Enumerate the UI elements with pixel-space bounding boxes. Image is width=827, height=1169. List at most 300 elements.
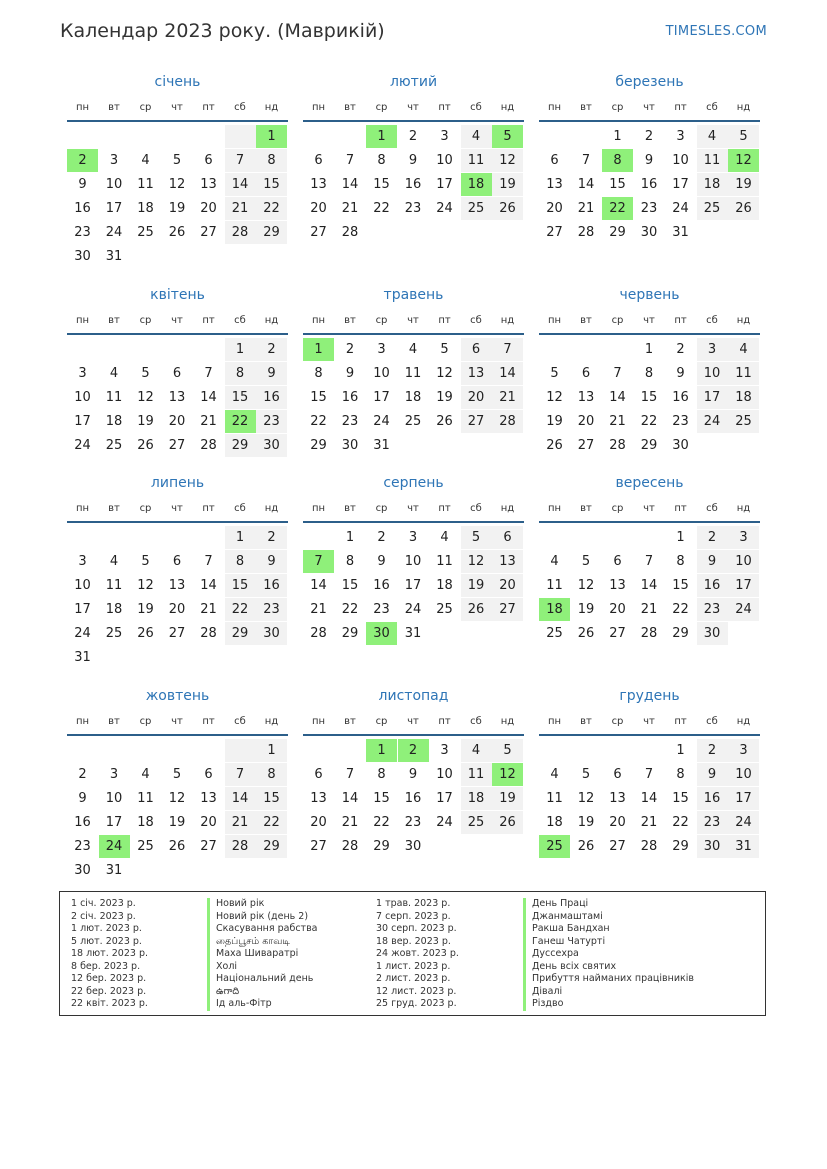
day-cell[interactable]: 23 bbox=[256, 598, 287, 621]
day-cell[interactable]: 22 bbox=[602, 197, 633, 220]
day-cell[interactable]: 26 bbox=[461, 598, 492, 621]
day-cell[interactable]: 28 bbox=[225, 835, 256, 858]
day-cell[interactable]: 14 bbox=[225, 173, 256, 196]
day-cell[interactable]: 8 bbox=[345, 554, 355, 569]
day-cell[interactable]: 31 bbox=[373, 438, 390, 453]
day-cell[interactable]: 27 bbox=[577, 438, 595, 453]
day-cell[interactable]: 28 bbox=[492, 410, 523, 433]
day-cell[interactable]: 7 bbox=[204, 366, 213, 381]
day-cell[interactable]: 27 bbox=[168, 438, 186, 453]
day-cell[interactable]: 22 bbox=[672, 602, 689, 617]
day-cell[interactable]: 29 bbox=[640, 438, 658, 453]
day-cell[interactable]: 9 bbox=[676, 366, 685, 381]
day-cell[interactable]: 20 bbox=[609, 602, 626, 617]
day-cell[interactable]: 12 bbox=[137, 390, 154, 405]
day-cell[interactable]: 12 bbox=[728, 149, 759, 172]
day-cell[interactable]: 13 bbox=[310, 177, 327, 192]
day-cell[interactable]: 11 bbox=[137, 791, 154, 806]
day-cell[interactable]: 31 bbox=[105, 863, 123, 878]
day-cell[interactable]: 27 bbox=[200, 225, 217, 240]
day-cell[interactable]: 23 bbox=[404, 815, 422, 830]
day-cell[interactable]: 10 bbox=[74, 390, 91, 405]
day-cell[interactable]: 31 bbox=[105, 249, 123, 264]
day-cell[interactable]: 4 bbox=[461, 739, 492, 762]
day-cell[interactable]: 26 bbox=[436, 414, 453, 429]
day-cell[interactable]: 7 bbox=[492, 338, 523, 361]
day-cell[interactable]: 29 bbox=[672, 839, 689, 854]
day-cell[interactable]: 27 bbox=[609, 839, 626, 854]
day-cell[interactable]: 2 bbox=[676, 342, 685, 357]
day-cell[interactable]: 4 bbox=[440, 530, 449, 545]
day-cell[interactable]: 6 bbox=[204, 767, 213, 782]
day-cell[interactable]: 11 bbox=[404, 366, 422, 381]
day-cell[interactable]: 15 bbox=[373, 791, 390, 806]
day-cell[interactable]: 7 bbox=[345, 153, 355, 168]
day-cell[interactable]: 26 bbox=[492, 197, 523, 220]
day-cell[interactable]: 24 bbox=[672, 201, 689, 216]
day-cell[interactable]: 30 bbox=[256, 434, 287, 457]
day-cell[interactable]: 27 bbox=[461, 410, 492, 433]
day-cell[interactable]: 25 bbox=[461, 811, 492, 834]
day-cell[interactable]: 9 bbox=[408, 153, 418, 168]
day-cell[interactable]: 25 bbox=[546, 626, 563, 641]
day-cell[interactable]: 16 bbox=[74, 201, 91, 216]
day-cell[interactable]: 21 bbox=[225, 811, 256, 834]
day-cell[interactable]: 11 bbox=[728, 362, 759, 385]
day-cell[interactable]: 9 bbox=[697, 550, 728, 573]
day-cell[interactable]: 28 bbox=[341, 225, 359, 240]
day-cell[interactable]: 18 bbox=[105, 602, 123, 617]
day-cell[interactable]: 2 bbox=[697, 526, 728, 549]
day-cell[interactable]: 1 bbox=[676, 743, 685, 758]
day-cell[interactable]: 6 bbox=[461, 338, 492, 361]
day-cell[interactable]: 31 bbox=[728, 835, 759, 858]
day-cell[interactable]: 4 bbox=[550, 554, 559, 569]
day-cell[interactable]: 6 bbox=[550, 153, 559, 168]
day-cell[interactable]: 26 bbox=[577, 626, 595, 641]
day-cell[interactable]: 7 bbox=[225, 149, 256, 172]
day-cell[interactable]: 12 bbox=[492, 763, 523, 786]
day-cell[interactable]: 5 bbox=[461, 526, 492, 549]
day-cell[interactable]: 2 bbox=[256, 526, 287, 549]
day-cell[interactable]: 16 bbox=[74, 815, 91, 830]
day-cell[interactable]: 21 bbox=[225, 197, 256, 220]
day-cell[interactable]: 6 bbox=[613, 767, 622, 782]
day-cell[interactable]: 23 bbox=[373, 602, 390, 617]
day-cell[interactable]: 29 bbox=[256, 835, 287, 858]
day-cell[interactable]: 8 bbox=[377, 153, 386, 168]
day-cell[interactable]: 23 bbox=[404, 201, 422, 216]
day-cell[interactable]: 13 bbox=[492, 550, 523, 573]
day-cell[interactable]: 6 bbox=[172, 366, 182, 381]
day-cell[interactable]: 5 bbox=[440, 342, 449, 357]
day-cell[interactable]: 10 bbox=[105, 177, 123, 192]
day-cell[interactable]: 3 bbox=[109, 153, 119, 168]
day-cell[interactable]: 8 bbox=[377, 767, 386, 782]
day-cell[interactable]: 18 bbox=[105, 414, 123, 429]
day-cell[interactable]: 26 bbox=[168, 839, 186, 854]
day-cell[interactable]: 29 bbox=[373, 839, 390, 854]
day-cell[interactable]: 29 bbox=[672, 626, 689, 641]
day-cell[interactable]: 9 bbox=[78, 177, 87, 192]
day-cell[interactable]: 11 bbox=[436, 554, 453, 569]
day-cell[interactable]: 16 bbox=[697, 574, 728, 597]
day-cell[interactable]: 28 bbox=[310, 626, 327, 641]
day-cell[interactable]: 19 bbox=[492, 787, 523, 810]
day-cell[interactable]: 30 bbox=[697, 835, 728, 858]
day-cell[interactable]: 31 bbox=[672, 225, 689, 240]
day-cell[interactable]: 13 bbox=[546, 177, 563, 192]
day-cell[interactable]: 23 bbox=[697, 811, 728, 834]
day-cell[interactable]: 2 bbox=[67, 149, 98, 172]
day-cell[interactable]: 5 bbox=[550, 366, 559, 381]
day-cell[interactable]: 17 bbox=[728, 787, 759, 810]
day-cell[interactable]: 4 bbox=[550, 767, 559, 782]
day-cell[interactable]: 16 bbox=[404, 177, 422, 192]
day-cell[interactable]: 11 bbox=[105, 390, 123, 405]
day-cell[interactable]: 23 bbox=[697, 598, 728, 621]
day-cell[interactable]: 7 bbox=[644, 767, 654, 782]
day-cell[interactable]: 20 bbox=[461, 386, 492, 409]
day-cell[interactable]: 18 bbox=[697, 173, 728, 196]
day-cell[interactable]: 12 bbox=[492, 149, 523, 172]
day-cell[interactable]: 22 bbox=[310, 414, 327, 429]
day-cell[interactable]: 8 bbox=[602, 149, 633, 172]
day-cell[interactable]: 27 bbox=[546, 225, 563, 240]
day-cell[interactable]: 2 bbox=[345, 342, 355, 357]
day-cell[interactable]: 30 bbox=[404, 839, 422, 854]
day-cell[interactable]: 22 bbox=[672, 815, 689, 830]
day-cell[interactable]: 13 bbox=[200, 791, 217, 806]
day-cell[interactable]: 14 bbox=[200, 578, 217, 593]
day-cell[interactable]: 14 bbox=[640, 791, 658, 806]
day-cell[interactable]: 16 bbox=[256, 386, 287, 409]
day-cell[interactable]: 15 bbox=[609, 177, 626, 192]
day-cell[interactable]: 15 bbox=[310, 390, 327, 405]
day-cell[interactable]: 14 bbox=[609, 390, 626, 405]
day-cell[interactable]: 30 bbox=[366, 622, 397, 645]
day-cell[interactable]: 27 bbox=[310, 225, 327, 240]
day-cell[interactable]: 5 bbox=[141, 366, 150, 381]
day-cell[interactable]: 25 bbox=[539, 835, 570, 858]
day-cell[interactable]: 28 bbox=[200, 626, 217, 641]
day-cell[interactable]: 1 bbox=[225, 526, 256, 549]
day-cell[interactable]: 6 bbox=[314, 767, 323, 782]
day-cell[interactable]: 31 bbox=[74, 650, 91, 665]
day-cell[interactable]: 9 bbox=[256, 550, 287, 573]
day-cell[interactable]: 10 bbox=[105, 791, 123, 806]
day-cell[interactable]: 16 bbox=[640, 177, 658, 192]
day-cell[interactable]: 24 bbox=[436, 201, 453, 216]
day-cell[interactable]: 20 bbox=[310, 815, 327, 830]
day-cell[interactable]: 1 bbox=[256, 739, 287, 762]
day-cell[interactable]: 17 bbox=[728, 574, 759, 597]
day-cell[interactable]: 20 bbox=[310, 201, 327, 216]
day-cell[interactable]: 29 bbox=[225, 434, 256, 457]
day-cell[interactable]: 4 bbox=[408, 342, 418, 357]
day-cell[interactable]: 12 bbox=[577, 578, 595, 593]
day-cell[interactable]: 7 bbox=[204, 554, 213, 569]
day-cell[interactable]: 19 bbox=[436, 390, 453, 405]
day-cell[interactable]: 27 bbox=[310, 839, 327, 854]
day-cell[interactable]: 27 bbox=[492, 598, 523, 621]
day-cell[interactable]: 26 bbox=[137, 438, 154, 453]
day-cell[interactable]: 15 bbox=[225, 574, 256, 597]
day-cell[interactable]: 13 bbox=[168, 390, 186, 405]
day-cell[interactable]: 3 bbox=[78, 554, 87, 569]
day-cell[interactable]: 21 bbox=[492, 386, 523, 409]
day-cell[interactable]: 14 bbox=[492, 362, 523, 385]
day-cell[interactable]: 12 bbox=[577, 791, 595, 806]
day-cell[interactable]: 4 bbox=[141, 153, 150, 168]
day-cell[interactable]: 22 bbox=[256, 197, 287, 220]
day-cell[interactable]: 17 bbox=[373, 390, 390, 405]
day-cell[interactable]: 22 bbox=[225, 598, 256, 621]
day-cell[interactable]: 22 bbox=[341, 602, 359, 617]
day-cell[interactable]: 6 bbox=[581, 366, 591, 381]
day-cell[interactable]: 24 bbox=[74, 626, 91, 641]
day-cell[interactable]: 24 bbox=[99, 835, 130, 858]
day-cell[interactable]: 15 bbox=[640, 390, 658, 405]
day-cell[interactable]: 30 bbox=[74, 863, 91, 878]
day-cell[interactable]: 2 bbox=[78, 767, 87, 782]
day-cell[interactable]: 8 bbox=[256, 149, 287, 172]
day-cell[interactable]: 21 bbox=[577, 201, 595, 216]
day-cell[interactable]: 19 bbox=[137, 602, 154, 617]
day-cell[interactable]: 7 bbox=[613, 366, 622, 381]
day-cell[interactable]: 14 bbox=[225, 787, 256, 810]
day-cell[interactable]: 28 bbox=[609, 438, 626, 453]
day-cell[interactable]: 12 bbox=[546, 390, 563, 405]
day-cell[interactable]: 20 bbox=[546, 201, 563, 216]
day-cell[interactable]: 21 bbox=[341, 201, 359, 216]
day-cell[interactable]: 21 bbox=[200, 414, 217, 429]
brand-link[interactable]: TIMESLES.COM bbox=[665, 24, 767, 39]
day-cell[interactable]: 27 bbox=[200, 839, 217, 854]
day-cell[interactable]: 25 bbox=[137, 839, 154, 854]
day-cell[interactable]: 3 bbox=[728, 739, 759, 762]
day-cell[interactable]: 31 bbox=[404, 626, 422, 641]
day-cell[interactable]: 19 bbox=[168, 815, 186, 830]
day-cell[interactable]: 24 bbox=[404, 602, 422, 617]
day-cell[interactable]: 6 bbox=[314, 153, 323, 168]
day-cell[interactable]: 3 bbox=[78, 366, 87, 381]
day-cell[interactable]: 17 bbox=[672, 177, 689, 192]
day-cell[interactable]: 9 bbox=[408, 767, 418, 782]
day-cell[interactable]: 20 bbox=[200, 815, 217, 830]
day-cell[interactable]: 1 bbox=[345, 530, 355, 545]
day-cell[interactable]: 7 bbox=[225, 763, 256, 786]
day-cell[interactable]: 22 bbox=[373, 815, 390, 830]
day-cell[interactable]: 3 bbox=[408, 530, 418, 545]
day-cell[interactable]: 6 bbox=[204, 153, 213, 168]
day-cell[interactable]: 18 bbox=[137, 815, 154, 830]
day-cell[interactable]: 2 bbox=[644, 129, 654, 144]
day-cell[interactable]: 29 bbox=[225, 622, 256, 645]
day-cell[interactable]: 1 bbox=[676, 530, 685, 545]
day-cell[interactable]: 20 bbox=[577, 414, 595, 429]
day-cell[interactable]: 10 bbox=[436, 153, 453, 168]
day-cell[interactable]: 12 bbox=[168, 177, 186, 192]
day-cell[interactable]: 29 bbox=[310, 438, 327, 453]
day-cell[interactable]: 10 bbox=[728, 763, 759, 786]
day-cell[interactable]: 17 bbox=[105, 201, 123, 216]
day-cell[interactable]: 25 bbox=[728, 410, 759, 433]
day-cell[interactable]: 28 bbox=[577, 225, 595, 240]
day-cell[interactable]: 6 bbox=[172, 554, 182, 569]
day-cell[interactable]: 22 bbox=[256, 811, 287, 834]
day-cell[interactable]: 20 bbox=[492, 574, 523, 597]
day-cell[interactable]: 13 bbox=[168, 578, 186, 593]
day-cell[interactable]: 20 bbox=[168, 602, 186, 617]
day-cell[interactable]: 19 bbox=[577, 602, 595, 617]
day-cell[interactable]: 4 bbox=[109, 366, 119, 381]
day-cell[interactable]: 16 bbox=[672, 390, 689, 405]
day-cell[interactable]: 13 bbox=[310, 791, 327, 806]
day-cell[interactable]: 11 bbox=[137, 177, 154, 192]
day-cell[interactable]: 21 bbox=[200, 602, 217, 617]
day-cell[interactable]: 6 bbox=[492, 526, 523, 549]
day-cell[interactable]: 23 bbox=[640, 201, 658, 216]
day-cell[interactable]: 18 bbox=[728, 386, 759, 409]
day-cell[interactable]: 17 bbox=[105, 815, 123, 830]
day-cell[interactable]: 3 bbox=[377, 342, 386, 357]
day-cell[interactable]: 9 bbox=[256, 362, 287, 385]
day-cell[interactable]: 9 bbox=[377, 554, 386, 569]
day-cell[interactable]: 14 bbox=[310, 578, 327, 593]
day-cell[interactable]: 24 bbox=[436, 815, 453, 830]
day-cell[interactable]: 7 bbox=[303, 550, 334, 573]
day-cell[interactable]: 19 bbox=[168, 201, 186, 216]
day-cell[interactable]: 12 bbox=[461, 550, 492, 573]
day-cell[interactable]: 4 bbox=[109, 554, 119, 569]
day-cell[interactable]: 25 bbox=[461, 197, 492, 220]
day-cell[interactable]: 2 bbox=[408, 129, 418, 144]
day-cell[interactable]: 28 bbox=[341, 839, 359, 854]
day-cell[interactable]: 2 bbox=[377, 530, 386, 545]
day-cell[interactable]: 19 bbox=[546, 414, 563, 429]
day-cell[interactable]: 28 bbox=[640, 839, 658, 854]
day-cell[interactable]: 29 bbox=[341, 626, 359, 641]
day-cell[interactable]: 26 bbox=[546, 438, 563, 453]
day-cell[interactable]: 8 bbox=[225, 362, 256, 385]
day-cell[interactable]: 1 bbox=[366, 739, 397, 762]
day-cell[interactable]: 24 bbox=[728, 598, 759, 621]
day-cell[interactable]: 1 bbox=[225, 338, 256, 361]
day-cell[interactable]: 21 bbox=[640, 602, 658, 617]
day-cell[interactable]: 25 bbox=[105, 626, 123, 641]
day-cell[interactable]: 25 bbox=[697, 197, 728, 220]
day-cell[interactable]: 18 bbox=[461, 787, 492, 810]
day-cell[interactable]: 5 bbox=[728, 125, 759, 148]
day-cell[interactable]: 11 bbox=[546, 791, 563, 806]
day-cell[interactable]: 9 bbox=[78, 791, 87, 806]
day-cell[interactable]: 24 bbox=[74, 438, 91, 453]
day-cell[interactable]: 2 bbox=[697, 739, 728, 762]
day-cell[interactable]: 23 bbox=[74, 839, 91, 854]
day-cell[interactable]: 7 bbox=[581, 153, 591, 168]
day-cell[interactable]: 12 bbox=[137, 578, 154, 593]
day-cell[interactable]: 3 bbox=[440, 129, 449, 144]
day-cell[interactable]: 16 bbox=[341, 390, 359, 405]
day-cell[interactable]: 4 bbox=[141, 767, 150, 782]
day-cell[interactable]: 7 bbox=[644, 554, 654, 569]
day-cell[interactable]: 9 bbox=[345, 366, 355, 381]
day-cell[interactable]: 11 bbox=[461, 763, 492, 786]
day-cell[interactable]: 13 bbox=[200, 177, 217, 192]
day-cell[interactable]: 7 bbox=[345, 767, 355, 782]
day-cell[interactable]: 28 bbox=[640, 626, 658, 641]
day-cell[interactable]: 21 bbox=[341, 815, 359, 830]
day-cell[interactable]: 10 bbox=[728, 550, 759, 573]
day-cell[interactable]: 4 bbox=[461, 125, 492, 148]
day-cell[interactable]: 3 bbox=[676, 129, 685, 144]
day-cell[interactable]: 27 bbox=[609, 626, 626, 641]
day-cell[interactable]: 18 bbox=[461, 173, 492, 196]
day-cell[interactable]: 10 bbox=[373, 366, 390, 381]
day-cell[interactable]: 21 bbox=[609, 414, 626, 429]
day-cell[interactable]: 24 bbox=[373, 414, 390, 429]
day-cell[interactable]: 16 bbox=[697, 787, 728, 810]
day-cell[interactable]: 16 bbox=[404, 791, 422, 806]
day-cell[interactable]: 11 bbox=[697, 149, 728, 172]
day-cell[interactable]: 3 bbox=[440, 743, 449, 758]
day-cell[interactable]: 30 bbox=[341, 438, 359, 453]
day-cell[interactable]: 30 bbox=[74, 249, 91, 264]
day-cell[interactable]: 10 bbox=[672, 153, 689, 168]
day-cell[interactable]: 10 bbox=[404, 554, 422, 569]
day-cell[interactable]: 5 bbox=[581, 767, 591, 782]
day-cell[interactable]: 17 bbox=[404, 578, 422, 593]
day-cell[interactable]: 15 bbox=[672, 578, 689, 593]
day-cell[interactable]: 19 bbox=[137, 414, 154, 429]
day-cell[interactable]: 14 bbox=[200, 390, 217, 405]
day-cell[interactable]: 30 bbox=[672, 438, 689, 453]
day-cell[interactable]: 25 bbox=[137, 225, 154, 240]
day-cell[interactable]: 8 bbox=[225, 550, 256, 573]
day-cell[interactable]: 8 bbox=[676, 554, 685, 569]
day-cell[interactable]: 21 bbox=[310, 602, 327, 617]
day-cell[interactable]: 14 bbox=[341, 177, 359, 192]
day-cell[interactable]: 22 bbox=[373, 201, 390, 216]
day-cell[interactable]: 15 bbox=[373, 177, 390, 192]
day-cell[interactable]: 5 bbox=[172, 153, 182, 168]
day-cell[interactable]: 11 bbox=[461, 149, 492, 172]
day-cell[interactable]: 17 bbox=[697, 386, 728, 409]
day-cell[interactable]: 19 bbox=[492, 173, 523, 196]
day-cell[interactable]: 5 bbox=[492, 739, 523, 762]
day-cell[interactable]: 1 bbox=[613, 129, 622, 144]
day-cell[interactable]: 3 bbox=[697, 338, 728, 361]
day-cell[interactable]: 15 bbox=[672, 791, 689, 806]
day-cell[interactable]: 5 bbox=[172, 767, 182, 782]
day-cell[interactable]: 15 bbox=[225, 386, 256, 409]
day-cell[interactable]: 29 bbox=[256, 221, 287, 244]
day-cell[interactable]: 24 bbox=[105, 225, 123, 240]
day-cell[interactable]: 18 bbox=[137, 201, 154, 216]
day-cell[interactable]: 17 bbox=[436, 177, 453, 192]
day-cell[interactable]: 26 bbox=[492, 811, 523, 834]
day-cell[interactable]: 9 bbox=[697, 763, 728, 786]
day-cell[interactable]: 1 bbox=[366, 125, 397, 148]
day-cell[interactable]: 3 bbox=[109, 767, 119, 782]
day-cell[interactable]: 16 bbox=[373, 578, 390, 593]
day-cell[interactable]: 17 bbox=[436, 791, 453, 806]
day-cell[interactable]: 30 bbox=[640, 225, 658, 240]
day-cell[interactable]: 10 bbox=[74, 578, 91, 593]
day-cell[interactable]: 14 bbox=[577, 177, 595, 192]
day-cell[interactable]: 20 bbox=[168, 414, 186, 429]
